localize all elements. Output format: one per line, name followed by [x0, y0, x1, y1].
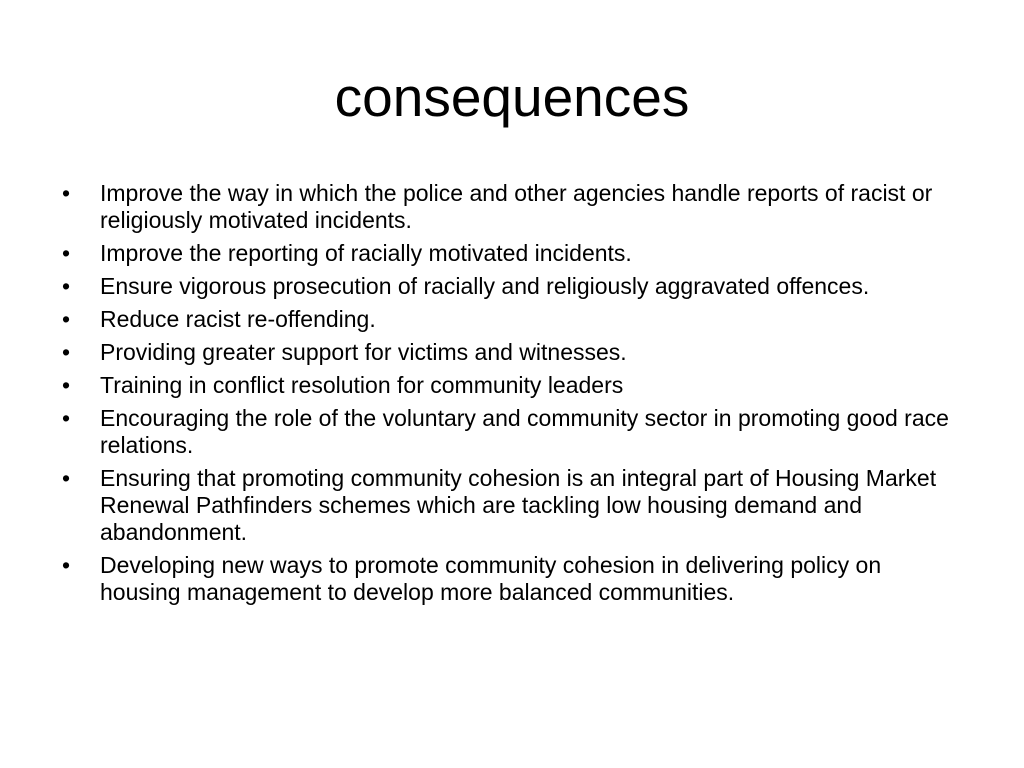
list-item	[62, 339, 962, 366]
bullet-icon: •	[62, 240, 71, 266]
list-item	[62, 552, 962, 606]
bullet-text: Improve the reporting of racially motivated incidents.	[100, 240, 632, 266]
list-item	[62, 273, 962, 300]
bullet-text: Reduce racist re-offending.	[100, 306, 376, 332]
bullet-text: Developing new ways to promote community cohesion in delivering policy on housing management to develop more balanced communities.	[100, 552, 882, 605]
bullet-text: Ensuring that promoting community cohesion is an integral part of Housing Market Renewal Pathfinders schemes which are tackling low housing demand and abandonment.	[100, 465, 937, 545]
list-item	[62, 372, 962, 399]
bullet-icon: •	[62, 180, 71, 206]
bullet-icon: •	[62, 372, 71, 398]
bullet-text: Training in conflict resolution for community leaders	[100, 372, 624, 398]
bullet-list	[62, 180, 962, 612]
slide-title: consequences	[334, 66, 690, 128]
list-item	[62, 306, 962, 333]
list-item	[62, 405, 962, 459]
bullet-text: Ensure vigorous prosecution of racially and religiously aggravated offences.	[100, 273, 870, 299]
bullet-icon: •	[62, 405, 71, 431]
list-item	[62, 180, 962, 234]
bullet-text: Improve the way in which the police and other agencies handle reports of racist or religiously motivated incidents.	[100, 180, 933, 233]
list-item	[62, 465, 962, 546]
bullet-icon: •	[62, 552, 71, 578]
bullet-text: Encouraging the role of the voluntary and community sector in promoting good race relations.	[100, 405, 949, 458]
list-item	[62, 240, 962, 267]
bullet-icon: •	[62, 339, 71, 365]
bullet-icon: •	[62, 465, 71, 491]
bullet-icon: •	[62, 273, 71, 299]
bullet-text: Providing greater support for victims and witnesses.	[100, 339, 627, 365]
bullet-icon: •	[62, 306, 71, 332]
